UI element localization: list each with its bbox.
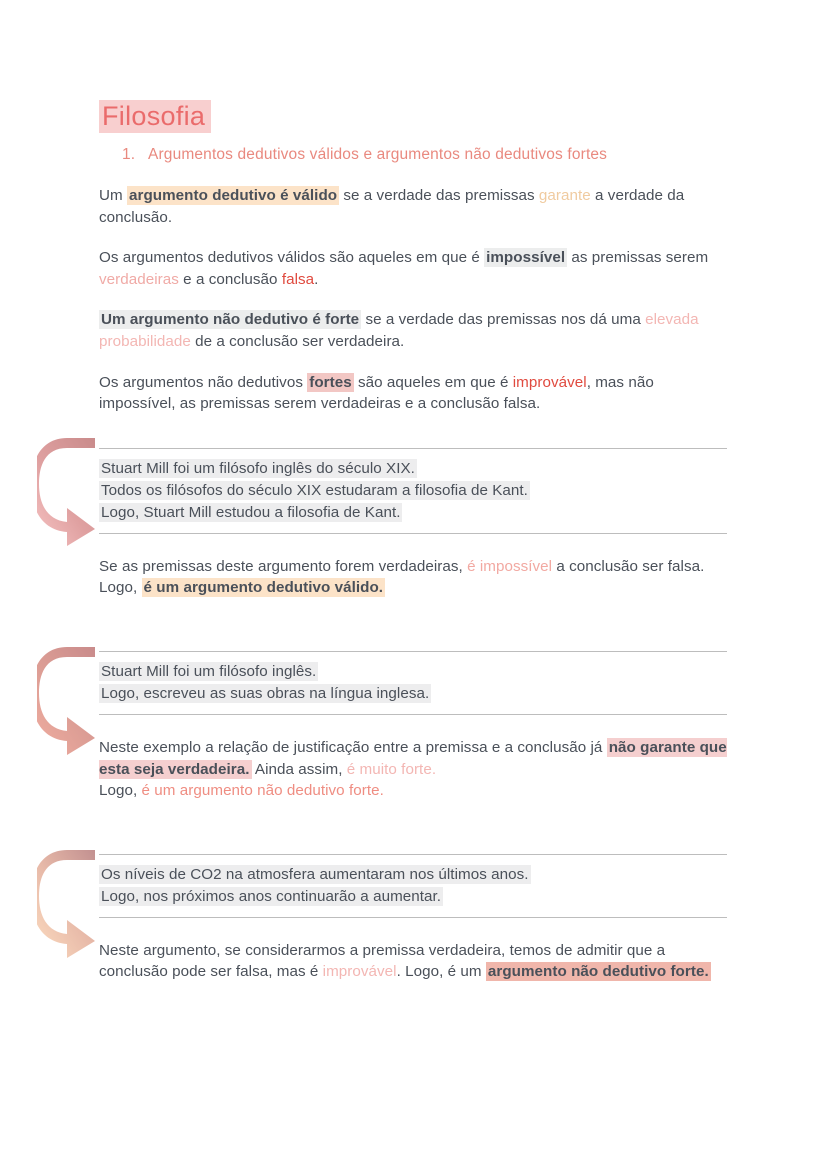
text-segment: verdadeiras: [99, 270, 179, 288]
section-heading-text: Argumentos dedutivos válidos e argumentos não dedutivos fortes: [148, 146, 608, 164]
divider-bottom: [99, 533, 727, 534]
page-title-wrap: [99, 100, 727, 133]
explanation-3: [99, 940, 727, 983]
argument-line: Logo, Stuart Mill estudou a filosofia de Kant.: [101, 503, 401, 521]
explanation-2: [99, 737, 727, 802]
text-segment: de a conclusão ser verdadeira.: [190, 333, 405, 351]
curved-arrow-icon-1: [37, 436, 99, 546]
argument-block-1: [99, 448, 727, 599]
text-segment: argumento não dedutivo forte.: [487, 963, 709, 981]
argument-block-2: [99, 651, 727, 802]
curved-arrow-icon-2: [37, 645, 99, 755]
section-heading-number: 1.: [122, 146, 136, 164]
divider-top: [99, 448, 727, 449]
text-segment: Os argumentos não dedutivos: [99, 373, 308, 391]
text-segment: é muito forte.: [346, 760, 437, 778]
text-segment: a verdade da conclusão.: [99, 187, 685, 226]
argument-block-3: [99, 854, 727, 983]
text-segment: Neste exemplo a relação de justificação entre a premissa e a conclusão já: [99, 739, 607, 757]
curved-arrow-icon-3: [37, 848, 99, 958]
text-segment: improvável: [512, 373, 587, 391]
divider-top: [99, 854, 727, 855]
text-segment: a conclusão ser falsa. Logo,: [99, 557, 705, 597]
text-segment: Um: [99, 187, 127, 205]
paragraph-1: [99, 185, 727, 228]
text-segment: Um argumento não dedutivo é forte: [101, 311, 360, 329]
text-segment: improvável: [322, 963, 397, 981]
text-segment: impossível: [486, 249, 566, 267]
text-segment: é impossível: [467, 557, 553, 575]
text-segment: garante: [538, 187, 591, 205]
page-title: Filosofia: [99, 100, 211, 133]
text-segment: se a verdade das premissas: [339, 187, 539, 205]
text-segment: Logo,: [99, 782, 142, 800]
text-segment: e a conclusão: [178, 270, 282, 288]
paragraph-4: [99, 372, 727, 415]
argument-text-2: [99, 652, 727, 714]
explanation-1: [99, 556, 727, 599]
text-segment: Neste argumento, se considerarmos a premissa verdadeira, temos de admitir que a conclusão pode ser falsa, mas é: [99, 941, 666, 981]
divider-bottom: [99, 714, 727, 715]
divider-bottom: [99, 917, 727, 918]
argument-line: Stuart Mill foi um filósofo inglês do século XIX.: [101, 459, 415, 477]
text-segment: é um argumento não dedutivo forte.: [141, 782, 384, 800]
argument-line: Logo, escreveu as suas obras na língua inglesa.: [101, 685, 430, 703]
text-segment: são aqueles em que é: [353, 373, 513, 391]
paragraph-2: [99, 247, 727, 290]
argument-line: Os níveis de CO2 na atmosfera aumentaram nos últimos anos.: [101, 865, 529, 883]
paragraph-3: [99, 309, 727, 352]
argument-text-1: [99, 449, 727, 533]
text-segment: as premissas serem: [567, 249, 709, 267]
section-heading: [99, 145, 727, 166]
text-segment: . Logo, é um: [396, 963, 486, 981]
text-segment: elevada probabilidade: [99, 311, 699, 351]
text-segment: é um argumento dedutivo válido.: [143, 579, 384, 597]
text-segment: Os argumentos dedutivos válidos são aqueles em que é: [99, 249, 485, 267]
text-segment: fortes: [309, 373, 352, 391]
argument-line: Stuart Mill foi um filósofo inglês.: [101, 663, 317, 681]
text-segment: .: [314, 270, 319, 288]
argument-text-3: [99, 855, 727, 917]
text-segment: não garante que esta seja verdadeira.: [99, 739, 727, 778]
text-segment: , mas não impossível, as premissas serem verdadeiras e a conclusão falsa.: [99, 373, 654, 413]
document-content: [99, 100, 727, 998]
argument-line: Logo, nos próximos anos continuarão a aumentar.: [101, 887, 442, 905]
text-segment: argumento dedutivo é válido: [129, 187, 338, 205]
text-segment: Se as premissas deste argumento forem verdadeiras,: [99, 557, 468, 575]
text-segment: falsa: [281, 270, 315, 288]
divider-top: [99, 651, 727, 652]
argument-line: Todos os filósofos do século XIX estudaram a filosofia de Kant.: [101, 481, 528, 499]
text-segment: Ainda assim,: [251, 760, 347, 778]
text-segment: se a verdade das premissas nos dá uma: [361, 311, 646, 329]
